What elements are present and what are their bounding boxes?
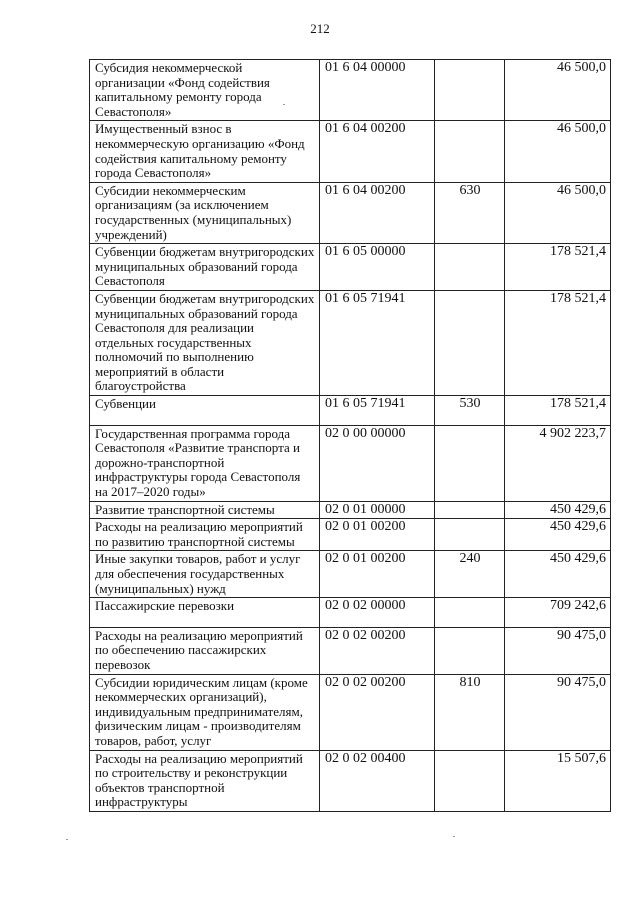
table-row bbox=[90, 501, 611, 519]
row-name-text: Пассажирские перевозки bbox=[95, 598, 235, 614]
row-expense-type-cell bbox=[435, 244, 505, 291]
row-expense-type-cell bbox=[435, 290, 505, 395]
row-code-cell: 01 6 04 00000 bbox=[320, 60, 435, 121]
row-expense-type-cell bbox=[435, 121, 505, 182]
row-expense-type-cell: 530 bbox=[435, 396, 505, 426]
row-sum-cell: 450 429,6 bbox=[505, 519, 611, 551]
row-code-cell: 02 0 02 00200 bbox=[320, 674, 435, 750]
row-code-cell: 01 6 04 00200 bbox=[320, 182, 435, 243]
row-name-cell: Субсидия некоммерческой организации «Фонд содействия капитальному ремонту города Севастополя» bbox=[90, 60, 320, 121]
row-name-text: Субвенции bbox=[95, 396, 156, 412]
table-row bbox=[90, 627, 611, 674]
row-name-cell bbox=[90, 396, 320, 426]
row-name-cell: Расходы на реализацию мероприятий по обеспечению пассажирских перевозок bbox=[90, 627, 320, 674]
table-row bbox=[90, 60, 611, 121]
row-code-cell: 02 0 02 00200 bbox=[320, 627, 435, 674]
row-expense-type-cell bbox=[435, 519, 505, 551]
row-code-cell: 02 0 00 00000 bbox=[320, 425, 435, 501]
table-row bbox=[90, 182, 611, 243]
table-row bbox=[90, 674, 611, 750]
table-row bbox=[90, 244, 611, 291]
table-row bbox=[90, 290, 611, 395]
row-sum-cell: 450 429,6 bbox=[505, 501, 611, 519]
row-sum-cell: 46 500,0 bbox=[505, 60, 611, 121]
row-expense-type-cell bbox=[435, 598, 505, 628]
row-expense-type-cell bbox=[435, 501, 505, 519]
scan-speck bbox=[453, 836, 455, 837]
table-row bbox=[90, 750, 611, 811]
table-row bbox=[90, 396, 611, 426]
row-name-cell: Субсидии юридическим лицам (кроме некоммерческих организаций), индивидуальным предпринимателям, физическим лицам - производителям товаров, работ, услуг bbox=[90, 674, 320, 750]
row-code-cell: 02 0 01 00200 bbox=[320, 551, 435, 598]
row-spacer bbox=[95, 614, 315, 626]
row-code-cell: 02 0 02 00000 bbox=[320, 598, 435, 628]
row-name-cell: Субвенции бюджетам внутригородских муниципальных образований города Севастополя bbox=[90, 244, 320, 291]
row-spacer bbox=[95, 412, 315, 424]
table-row bbox=[90, 551, 611, 598]
budget-table bbox=[89, 59, 611, 812]
row-sum-cell: 450 429,6 bbox=[505, 551, 611, 598]
row-expense-type-cell: 240 bbox=[435, 551, 505, 598]
row-code-cell: 01 6 05 71941 bbox=[320, 290, 435, 395]
row-sum-cell: 46 500,0 bbox=[505, 121, 611, 182]
row-code-cell: 01 6 05 00000 bbox=[320, 244, 435, 291]
row-sum-cell: 90 475,0 bbox=[505, 627, 611, 674]
row-sum-cell: 178 521,4 bbox=[505, 244, 611, 291]
row-sum-cell: 4 902 223,7 bbox=[505, 425, 611, 501]
row-name-cell: Государственная программа города Севастополя «Развитие транспорта и дорожно-транспортной инфраструктуры города Севастополя на 2017–2020 годы» bbox=[90, 425, 320, 501]
row-sum-cell: 178 521,4 bbox=[505, 290, 611, 395]
row-expense-type-cell bbox=[435, 60, 505, 121]
row-code-cell: 02 0 02 00400 bbox=[320, 750, 435, 811]
table-row bbox=[90, 425, 611, 501]
row-name-cell bbox=[90, 598, 320, 628]
row-sum-cell: 709 242,6 bbox=[505, 598, 611, 628]
scan-speck bbox=[283, 104, 285, 105]
row-expense-type-cell bbox=[435, 750, 505, 811]
row-code-cell: 02 0 01 00000 bbox=[320, 501, 435, 519]
table-row bbox=[90, 598, 611, 628]
row-name-cell: Расходы на реализацию мероприятий по строительству и реконструкции объектов транспортной инфраструктуры bbox=[90, 750, 320, 811]
row-expense-type-cell bbox=[435, 425, 505, 501]
row-sum-cell: 90 475,0 bbox=[505, 674, 611, 750]
table-row bbox=[90, 121, 611, 182]
table-row bbox=[90, 519, 611, 551]
row-code-cell: 01 6 04 00200 bbox=[320, 121, 435, 182]
row-sum-cell: 15 507,6 bbox=[505, 750, 611, 811]
row-sum-cell: 178 521,4 bbox=[505, 396, 611, 426]
page-number: 212 bbox=[310, 21, 330, 36]
row-code-cell: 02 0 01 00200 bbox=[320, 519, 435, 551]
row-name-cell: Расходы на реализацию мероприятий по развитию транспортной системы bbox=[90, 519, 320, 551]
row-expense-type-cell: 810 bbox=[435, 674, 505, 750]
scan-speck bbox=[66, 839, 68, 840]
row-name-cell: Субвенции бюджетам внутригородских муниципальных образований города Севастополя для реализации отдельных государственных полномочий по выполнению мероприятий в области благоустройства bbox=[90, 290, 320, 395]
row-expense-type-cell: 630 bbox=[435, 182, 505, 243]
row-name-cell: Имущественный взнос в некоммерческую организацию «Фонд содействия капитальному ремонту города Севастополя» bbox=[90, 121, 320, 182]
row-expense-type-cell bbox=[435, 627, 505, 674]
row-name-cell: Иные закупки товаров, работ и услуг для обеспечения государственных (муниципальных) нужд bbox=[90, 551, 320, 598]
row-sum-cell: 46 500,0 bbox=[505, 182, 611, 243]
row-name-cell: Развитие транспортной системы bbox=[90, 501, 320, 519]
row-code-cell: 01 6 05 71941 bbox=[320, 396, 435, 426]
row-name-cell: Субсидии некоммерческим организациям (за исключением государственных (муниципальных) учреждений) bbox=[90, 182, 320, 243]
